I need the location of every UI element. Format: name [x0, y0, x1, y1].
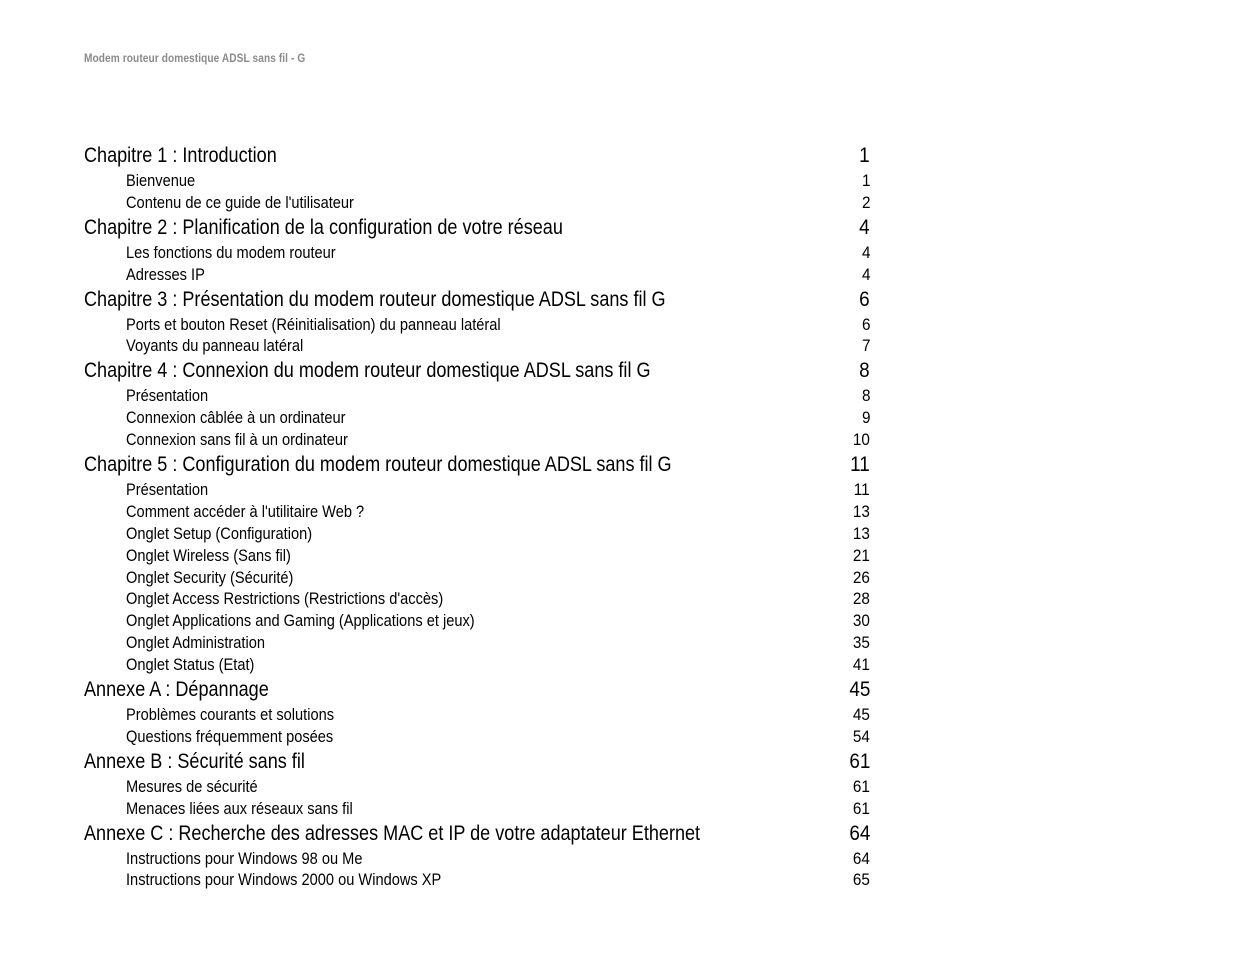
- toc-section-entry[interactable]: [84, 798, 870, 820]
- toc-entry-page-number: 1: [859, 144, 870, 167]
- toc-entry-page-number: 8: [859, 359, 870, 383]
- toc-section-entry[interactable]: [84, 523, 870, 545]
- toc-entry-title: Instructions pour Windows 2000 ou Windows XP: [126, 870, 442, 890]
- toc-section-entry[interactable]: [84, 314, 870, 336]
- toc-entry-title: Onglet Access Restrictions (Restrictions d'accès): [126, 589, 444, 609]
- toc-section-entry[interactable]: [84, 610, 870, 632]
- toc-section-entry[interactable]: [84, 704, 870, 726]
- toc-entry-page-number: 11: [854, 480, 870, 500]
- toc-entry-title: Annexe B : Sécurité sans fil: [84, 749, 305, 773]
- toc-entry-page-number: 64: [848, 821, 870, 845]
- toc-entry-page-number: 8: [861, 386, 870, 406]
- toc-entry-title: Problèmes courants et solutions: [126, 705, 335, 725]
- toc-chapter-entry[interactable]: [84, 286, 870, 314]
- toc-entry-title: Chapitre 5 : Configuration du modem routeur domestique ADSL sans fil G: [84, 453, 672, 477]
- toc-section-entry[interactable]: [84, 726, 870, 748]
- toc-chapter-entry[interactable]: [84, 451, 870, 479]
- toc-entry-page-number: 11: [850, 453, 870, 477]
- toc-entry-title: Onglet Security (Sécurité): [126, 567, 294, 587]
- toc-entry-title: Mesures de sécurité: [126, 776, 258, 796]
- running-header: Modem routeur domestique ADSL sans fil - G: [84, 53, 306, 65]
- toc-entry-title: Présentation: [126, 386, 209, 406]
- toc-entry-title: Chapitre 1 : Introduction: [84, 144, 277, 167]
- toc-section-entry[interactable]: [84, 869, 870, 891]
- toc-entry-page-number: 13: [852, 501, 870, 521]
- toc-section-entry[interactable]: [84, 385, 870, 407]
- toc-entry-page-number: 4: [859, 215, 870, 239]
- toc-entry-page-number: 7: [861, 336, 870, 356]
- toc-entry-title: Chapitre 2 : Planification de la configuration de votre réseau: [84, 215, 563, 239]
- toc-entry-page-number: 10: [852, 430, 870, 450]
- toc-entry-title: Voyants du panneau latéral: [126, 336, 304, 356]
- toc-entry-page-number: 61: [852, 798, 870, 818]
- toc-entry-page-number: 41: [852, 655, 870, 675]
- toc-section-entry[interactable]: [84, 335, 870, 357]
- toc-entry-page-number: 9: [861, 408, 870, 428]
- toc-entry-page-number: 61: [852, 776, 870, 796]
- toc-chapter-entry[interactable]: [84, 748, 870, 776]
- toc-entry-title: Connexion sans fil à un ordinateur: [126, 430, 348, 450]
- toc-section-entry[interactable]: [84, 632, 870, 654]
- toc-entry-title: Onglet Administration: [126, 633, 265, 653]
- toc-entry-title: Onglet Status (Etat): [126, 655, 255, 675]
- toc-entry-page-number: 64: [852, 848, 870, 868]
- toc-entry-title: Présentation: [126, 480, 209, 500]
- toc-section-entry[interactable]: [84, 501, 870, 523]
- toc-entry-page-number: 4: [861, 242, 870, 262]
- toc-entry-title: Chapitre 4 : Connexion du modem routeur domestique ADSL sans fil G: [84, 359, 651, 383]
- toc-section-entry[interactable]: [84, 170, 870, 192]
- toc-entry-title: Chapitre 3 : Présentation du modem routeur domestique ADSL sans fil G: [84, 287, 666, 311]
- toc-entry-page-number: 54: [852, 726, 870, 746]
- toc-entry-page-number: 45: [848, 678, 870, 702]
- toc-chapter-entry[interactable]: [84, 142, 870, 170]
- toc-entry-title: Onglet Wireless (Sans fil): [126, 545, 291, 565]
- toc-entry-page-number: 45: [852, 705, 870, 725]
- toc-entry-page-number: 1: [861, 171, 870, 190]
- toc-entry-title: Adresses IP: [126, 264, 205, 284]
- toc-entry-title: Contenu de ce guide de l'utilisateur: [126, 192, 354, 212]
- toc-entry-page-number: 35: [852, 633, 870, 653]
- toc-section-entry[interactable]: [84, 776, 870, 798]
- toc-entry-page-number: 13: [852, 523, 870, 543]
- toc-section-entry[interactable]: [84, 242, 870, 264]
- toc-section-entry[interactable]: [84, 192, 870, 214]
- toc-entry-title: Annexe A : Dépannage: [84, 678, 269, 702]
- toc-section-entry[interactable]: [84, 848, 870, 870]
- toc-entry-page-number: 65: [852, 870, 870, 890]
- toc-entry-title: Comment accéder à l'utilitaire Web ?: [126, 501, 365, 521]
- toc-entry-page-number: 30: [852, 611, 870, 631]
- toc-section-entry[interactable]: [84, 264, 870, 286]
- toc-entry-title: Ports et bouton Reset (Réinitialisation) du panneau latéral: [126, 314, 501, 334]
- toc-entry-title: Menaces liées aux réseaux sans fil: [126, 798, 353, 818]
- toc-section-entry[interactable]: [84, 654, 870, 676]
- toc-entry-title: Onglet Setup (Configuration): [126, 523, 313, 543]
- toc-chapter-entry[interactable]: [84, 676, 870, 704]
- toc-entry-page-number: 4: [861, 264, 870, 284]
- toc-chapter-entry[interactable]: [84, 357, 870, 385]
- toc-entry-page-number: 6: [861, 314, 870, 334]
- toc-entry-title: Annexe C : Recherche des adresses MAC et IP de votre adaptateur Ethernet: [84, 821, 701, 845]
- toc-entry-page-number: 28: [852, 589, 870, 609]
- toc-chapter-entry[interactable]: [84, 820, 870, 848]
- toc-entry-title: Bienvenue: [126, 171, 196, 190]
- toc-section-entry[interactable]: [84, 567, 870, 589]
- toc-section-entry[interactable]: [84, 479, 870, 501]
- toc-chapter-entry[interactable]: [84, 214, 870, 242]
- toc-entry-title: Onglet Applications and Gaming (Applications et jeux): [126, 611, 475, 631]
- toc-entry-title: Connexion câblée à un ordinateur: [126, 408, 346, 428]
- toc-entry-page-number: 6: [859, 287, 870, 311]
- toc-section-entry[interactable]: [84, 588, 870, 610]
- toc-entry-page-number: 2: [861, 192, 870, 212]
- table-of-contents: [84, 142, 870, 891]
- toc-entry-title: Les fonctions du modem routeur: [126, 242, 336, 262]
- toc-section-entry[interactable]: [84, 407, 870, 429]
- toc-entry-page-number: 61: [848, 749, 870, 773]
- toc-entry-title: Instructions pour Windows 98 ou Me: [126, 848, 363, 868]
- toc-entry-page-number: 21: [852, 545, 870, 565]
- toc-section-entry[interactable]: [84, 429, 870, 451]
- toc-entry-title: Questions fréquemment posées: [126, 726, 334, 746]
- toc-section-entry[interactable]: [84, 545, 870, 567]
- toc-entry-page-number: 26: [852, 567, 870, 587]
